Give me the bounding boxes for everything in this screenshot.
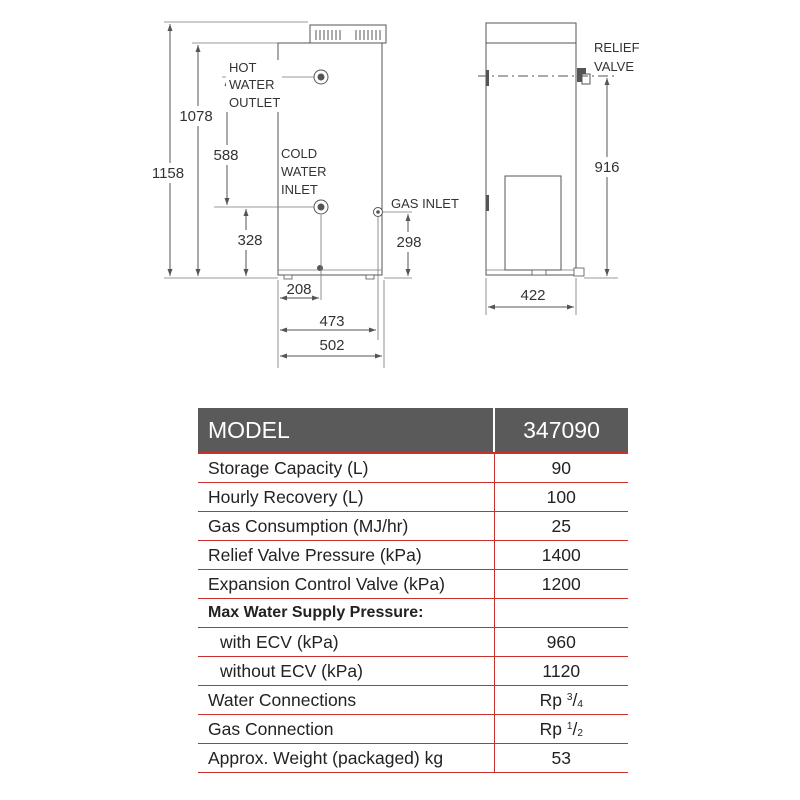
fraction-numerator: 1 [566,720,573,732]
spec-value: 960 [494,628,628,657]
dim-overall-width: 502 [319,337,345,354]
dim-gas-inlet-height: 298 [396,234,422,251]
front-view [143,22,459,368]
label-hot-water-outlet [226,60,282,112]
flue-hood-side [486,23,576,43]
label-relief-valve [594,40,640,74]
spec-label: Water Connections [198,686,494,715]
spec-value: 25 [494,512,628,541]
svg-text:WATER: WATER [281,164,327,179]
svg-text:HOT: HOT [229,60,257,75]
dim-gas-offset: 473 [319,313,345,330]
table-row [198,715,628,744]
access-panel [505,176,561,270]
svg-text:VALVE: VALVE [594,59,634,74]
table-row [198,657,628,686]
dim-inlet-offset: 208 [286,281,312,298]
connection-prefix: Rp [539,718,562,739]
spec-label: Gas Connection [198,715,494,744]
spec-label: Gas Consumption (MJ/hr) [198,512,494,541]
fraction-numerator: 3 [566,691,573,703]
dim-depth: 422 [520,287,546,304]
spec-label: with ECV (kPa) [198,628,494,657]
table-row [198,686,628,715]
table-row [198,628,628,657]
table-row [198,541,628,570]
spec-value: 1120 [494,657,628,686]
dim-cold-inlet-height: 328 [237,232,263,249]
table-row [198,483,628,512]
hot-water-outlet-fitting [314,70,328,84]
table-row [198,744,628,773]
spec-value: 53 [494,744,628,773]
label-gas-inlet: GAS INLET [391,196,459,211]
flue-outlet [310,25,386,43]
table-row [198,570,628,599]
fraction-denominator: 2 [577,727,583,739]
fraction-denominator: 4 [577,698,583,710]
svg-text:INLET: INLET [281,182,318,197]
spec-label: without ECV (kPa) [198,657,494,686]
svg-text:COLD: COLD [281,146,318,161]
table-row-section-heading [198,599,628,628]
connection-prefix: Rp [539,689,562,710]
header-model-label: MODEL [198,408,494,453]
spec-value: 100 [494,483,628,512]
dim-relief-valve-height: 916 [594,159,620,176]
spec-label: Expansion Control Valve (kPa) [198,570,494,599]
table-row [198,512,628,541]
cold-water-inlet-fitting [314,200,328,214]
table-row [198,453,628,483]
spec-value-empty [494,599,628,628]
svg-text:WATER: WATER [229,77,275,92]
spec-value: 90 [494,453,628,483]
spec-label: Storage Capacity (L) [198,453,494,483]
svg-text:RELIEF: RELIEF [594,40,640,55]
dim-hot-outlet-height: 1078 [179,108,213,125]
side-view [478,23,640,315]
spec-value: Rp $^3/_4$ [494,686,628,715]
dim-overall-height: 1158 [151,165,185,182]
header-model-number: 347090 [494,408,628,453]
gas-inlet-fitting [374,208,383,217]
spec-label: Relief Valve Pressure (kPa) [198,541,494,570]
spec-value: 1200 [494,570,628,599]
specification-table [198,408,628,773]
svg-text:OUTLET: OUTLET [229,95,281,110]
heater-dimension-diagram [0,0,800,390]
spec-value: Rp $^1/_2$ [494,715,628,744]
dim-outlet-to-inlet: 588 [213,147,239,164]
spec-value: 1400 [494,541,628,570]
spec-label: Hourly Recovery (L) [198,483,494,512]
drain-fitting [317,265,323,271]
spec-label: Approx. Weight (packaged) kg [198,744,494,773]
table-header-row [198,408,628,453]
spec-section-label: Max Water Supply Pressure: [198,599,494,628]
